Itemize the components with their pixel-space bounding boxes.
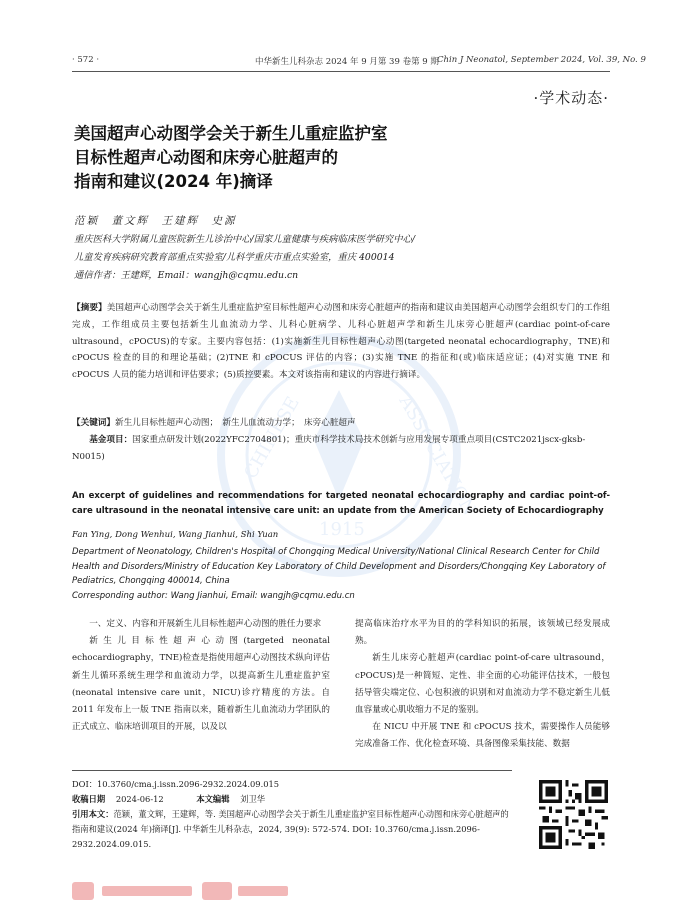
body-column-right bbox=[355, 616, 610, 754]
section-label: ·学术动态· bbox=[533, 89, 609, 107]
body-paragraph: 新生儿床旁心脏超声(cardiac point-of-care ultrasound，cPOCUS)是一种简短、定性、非全面的心功能评估技术，一般包括导管尖端定位、心包积液的识别和对血流动力学不稳定新生儿低血容量或心肌收缩力不足的鉴别。 bbox=[355, 653, 610, 716]
abstract bbox=[72, 300, 610, 384]
received-date: 2024-06-12 bbox=[115, 794, 164, 804]
citation bbox=[72, 807, 512, 852]
title-line: 指南和建议(2024 年)摘译 bbox=[74, 172, 273, 191]
footer-rule bbox=[72, 770, 512, 771]
title-line: 美国超声心动图学会关于新生儿重症监护室 bbox=[74, 124, 388, 143]
journal-logo bbox=[72, 878, 292, 904]
funding bbox=[72, 432, 610, 466]
editor-name: 刘卫华 bbox=[240, 794, 266, 804]
received-line bbox=[72, 792, 512, 807]
qr-code bbox=[539, 780, 608, 849]
author-list: 范颖 董文辉 王建辉 史源 bbox=[74, 215, 237, 227]
journal-header-en: Chin J Neonatol, September 2024, Vol. 39, No. 9 bbox=[437, 55, 646, 65]
header-rule bbox=[72, 71, 610, 72]
title-line: 目标性超声心动图和床旁心脏超声的 bbox=[74, 148, 338, 167]
journal-header-cn: 中华新生儿科杂志 2024 年 9 月第 39 卷第 9 期 bbox=[255, 57, 439, 67]
funding-text: 国家重点研发计划(2022YFC2704801)；重庆市科学技术局技术创新与应用发展专项重点项目(CSTC2021jscx-gksb-N0015) bbox=[72, 435, 586, 462]
english-affiliation-text: Department of Neonatology, Children's Hospital of Chongqing Medical University/National Clinical Research Center for Child Health and Disorders/Ministry of Education Key Laboratory of Child Development and Disorders/Chongqing Key Laboratory of Pediatrics, Chongqing 400014, China bbox=[72, 547, 606, 587]
citation-label: 引用本文： bbox=[72, 809, 114, 819]
abstract-text: 美国超声心动图学会关于新生儿重症监护室目标性超声心动图和床旁心脏超声的指南和建议由美国超声心动图学会组织专门的工作组完成，工作组成员主要包括新生儿血流动力学、儿科心脏病学、儿科心脏超声学和新生儿床旁心脏超声(cardiac point-of-care ultrasound，cPOCUS)的专家。主要内容包括：(1)实施新生儿目标性超声心动图(targeted neonatal echocardiography，TNE)和 cPOCUS 检查的目的和理论基础；(2)TNE 和 cPOCUS 评估的内容；(3)实施 TNE 的指征和(或)临床适应证；(4)对实施 TNE 和 cPOCUS 人员的能力培训和评估要求；(5)质控要素。本文对该指南和建议的内容进行摘译。 bbox=[72, 303, 610, 381]
affiliation bbox=[74, 231, 514, 285]
section-heading: 一、定义、内容和开展新生儿目标性超声心动图的胜任力要求 bbox=[89, 619, 322, 629]
body-paragraph: 在 NICU 中开展 TNE 和 cPOCUS 技术，需要操作人员能够完成准备工作、优化检查环境、具备图像采集技能、数据 bbox=[355, 722, 610, 750]
editor-label: 本文编辑 bbox=[196, 794, 230, 804]
body-paragraph: 提高临床治疗水平为目的的学科知识的拓展，该领域已经发展成熟。 bbox=[355, 619, 610, 647]
abstract-label: 【摘要】 bbox=[72, 303, 107, 313]
body-paragraph: 新生儿目标性超声心动图(targeted neonatal echocardiography，TNE)检查是指使用超声心动图技术纵向评估新生儿循环系统生理学和血流动力学，以提高新生儿重症监护室(neonatal intensive care unit，NICU)诊疗精度的方法。自 2011 年发布上一版 TNE 指南以来，随着新生儿血流动力学团队的正式成立、临床培训项目的开展，以及以 bbox=[72, 636, 330, 733]
english-affiliation bbox=[72, 545, 610, 604]
funding-label: 基金项目： bbox=[89, 435, 133, 445]
page-number: · 572 · bbox=[72, 55, 100, 65]
svg-text:ASSOCIATION: ASSOCIATION bbox=[394, 392, 481, 520]
received-label: 收稿日期 bbox=[72, 794, 106, 804]
english-authors: Fan Ying, Dong Wenhui, Wang Jianhui, Shi Yuan bbox=[72, 530, 279, 540]
keywords bbox=[72, 415, 610, 432]
affiliation-line: 重庆医科大学附属儿童医院新生儿诊治中心/国家儿童健康与疾病临床医学研究中心/ bbox=[74, 234, 415, 245]
svg-text:CHINESE: CHINESE bbox=[240, 393, 304, 483]
body-column-left bbox=[72, 616, 330, 736]
article-title bbox=[74, 122, 388, 194]
keywords-text: 新生儿目标性超声心动图； 新生儿血流动力学； 床旁心脏超声 bbox=[114, 418, 356, 428]
affiliation-line: 儿童发育疾病研究教育部重点实验室/儿科学重庆市重点实验室，重庆 400014 bbox=[74, 252, 395, 263]
english-corresponding: Corresponding author: Wang Jianhui, Email: wangjh@cqmu.edu.cn bbox=[72, 591, 355, 602]
citation-text: 范颖，董文辉，王建辉，等. 美国超声心动图学会关于新生儿重症监护室目标性超声心动图和床旁心脏超声的指南和建议(2024 年)摘译[J]. 中华新生儿科杂志，2024, 39(9): 572-574. DOI: 10.3760/cma.j.issn.2096-2932.2024.09.015. bbox=[72, 809, 509, 849]
doi: DOI：10.3760/cma.j.issn.2096-2932.2024.09.015 bbox=[72, 779, 280, 789]
keywords-label: 【关键词】 bbox=[72, 418, 115, 428]
svg-text:1915: 1915 bbox=[319, 519, 365, 540]
english-title: An excerpt of guidelines and recommendations for targeted neonatal echocardiography and cardiac point-of-care ultrasound in the neonatal intensive care unit: an update from the American Society of Echocardiography bbox=[72, 491, 610, 516]
corresponding-line: 通信作者：王建辉，Email：wangjh@cqmu.edu.cn bbox=[74, 270, 299, 281]
